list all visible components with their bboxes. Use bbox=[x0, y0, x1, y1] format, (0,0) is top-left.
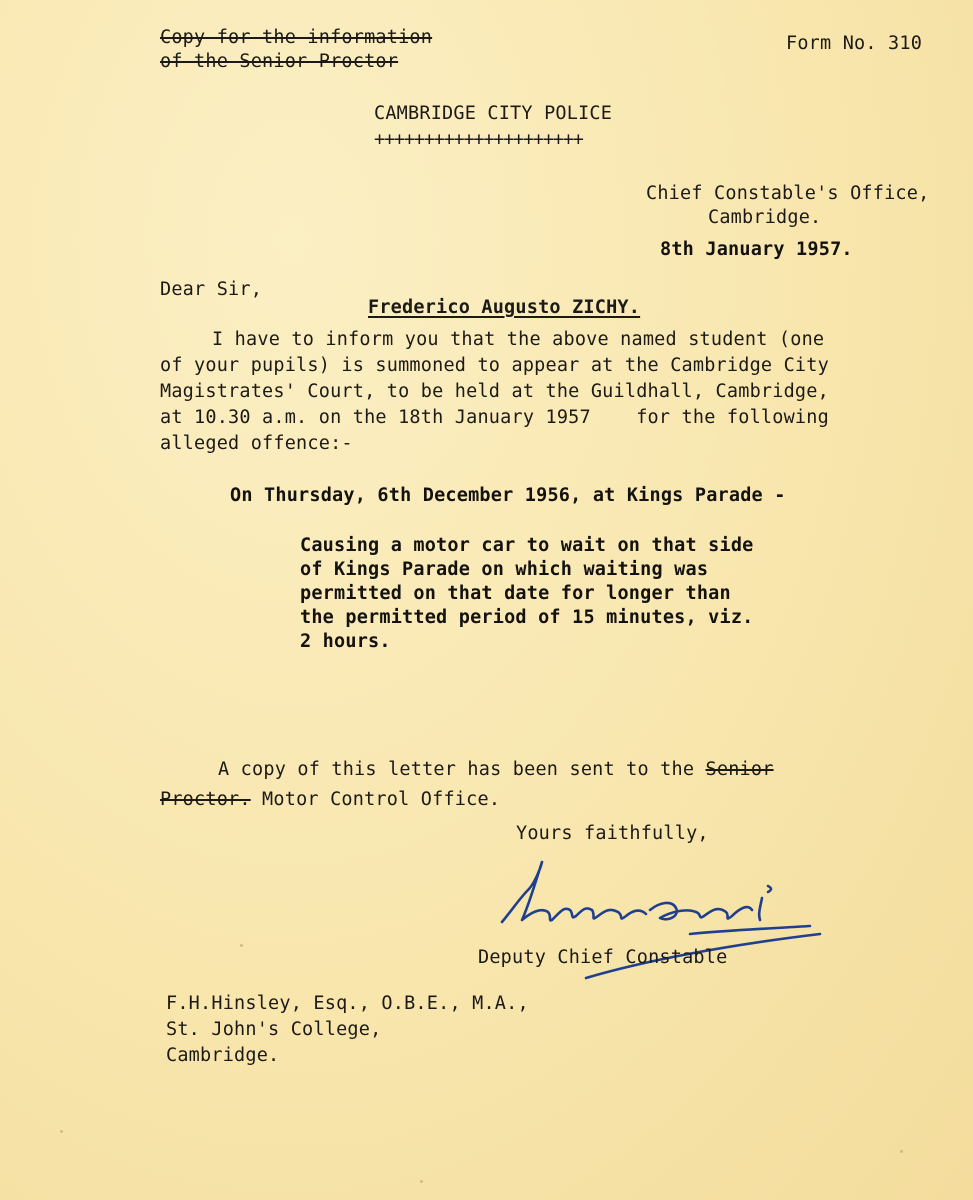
struck-word-senior: Senior bbox=[705, 759, 774, 780]
paper-speck bbox=[420, 1180, 423, 1183]
offence-line: of Kings Parade on which waiting was bbox=[300, 559, 709, 580]
recipient-city: Cambridge. bbox=[166, 1045, 280, 1066]
body-line: at 10.30 a.m. on the 18th January 1957 for the following bbox=[160, 407, 829, 428]
body-line: Magistrates' Court, to be held at the Guildhall, Cambridge, bbox=[160, 381, 829, 402]
offence-line: 2 hours. bbox=[300, 631, 391, 652]
signatory-title: Deputy Chief Constable bbox=[478, 947, 728, 968]
paper-speck bbox=[900, 1150, 903, 1153]
body-line: I have to inform you that the above named student (one bbox=[212, 329, 825, 350]
letter-subject: Frederico Augusto ZICHY. bbox=[368, 297, 641, 318]
struck-word-proctor: Proctor. bbox=[160, 789, 251, 810]
letter-date: 8th January 1957. bbox=[660, 239, 853, 260]
sender-city: Cambridge. bbox=[708, 207, 822, 228]
closing: Yours faithfully, bbox=[516, 823, 709, 844]
copy-notice-prefix: A copy of this letter has been sent to the bbox=[218, 759, 706, 780]
body-line: of your pupils) is summoned to appear at the Cambridge City bbox=[160, 355, 829, 376]
copy-notice-line1 bbox=[218, 758, 774, 782]
recipient-name: F.H.Hinsley, Esq., O.B.E., M.A., bbox=[166, 993, 529, 1014]
copy-notice-rest: Motor Control Office. bbox=[250, 789, 501, 810]
offence-line: the permitted period of 15 minutes, viz. bbox=[300, 607, 754, 628]
copy-note-line1: Copy for the information bbox=[160, 27, 433, 48]
organization-title: CAMBRIDGE CITY POLICE bbox=[374, 103, 613, 124]
sender-office: Chief Constable's Office, bbox=[646, 183, 930, 204]
offence-line: Causing a motor car to wait on that side bbox=[300, 535, 754, 556]
paper-speck bbox=[240, 944, 243, 947]
paper-speck bbox=[60, 1130, 63, 1133]
copy-note-line2: of the Senior Proctor bbox=[160, 51, 399, 72]
body-line: alleged offence:- bbox=[160, 433, 353, 454]
salutation: Dear Sir, bbox=[160, 279, 263, 300]
form-number: Form No. 310 bbox=[786, 33, 923, 54]
copy-notice-line2 bbox=[160, 788, 500, 812]
offence-intro: On Thursday, 6th December 1956, at Kings Parade - bbox=[230, 485, 786, 506]
recipient-college: St. John's College, bbox=[166, 1019, 382, 1040]
header-divider: +++++++++++++++++++++ bbox=[374, 129, 583, 150]
offence-line: permitted on that date for longer than bbox=[300, 583, 731, 604]
